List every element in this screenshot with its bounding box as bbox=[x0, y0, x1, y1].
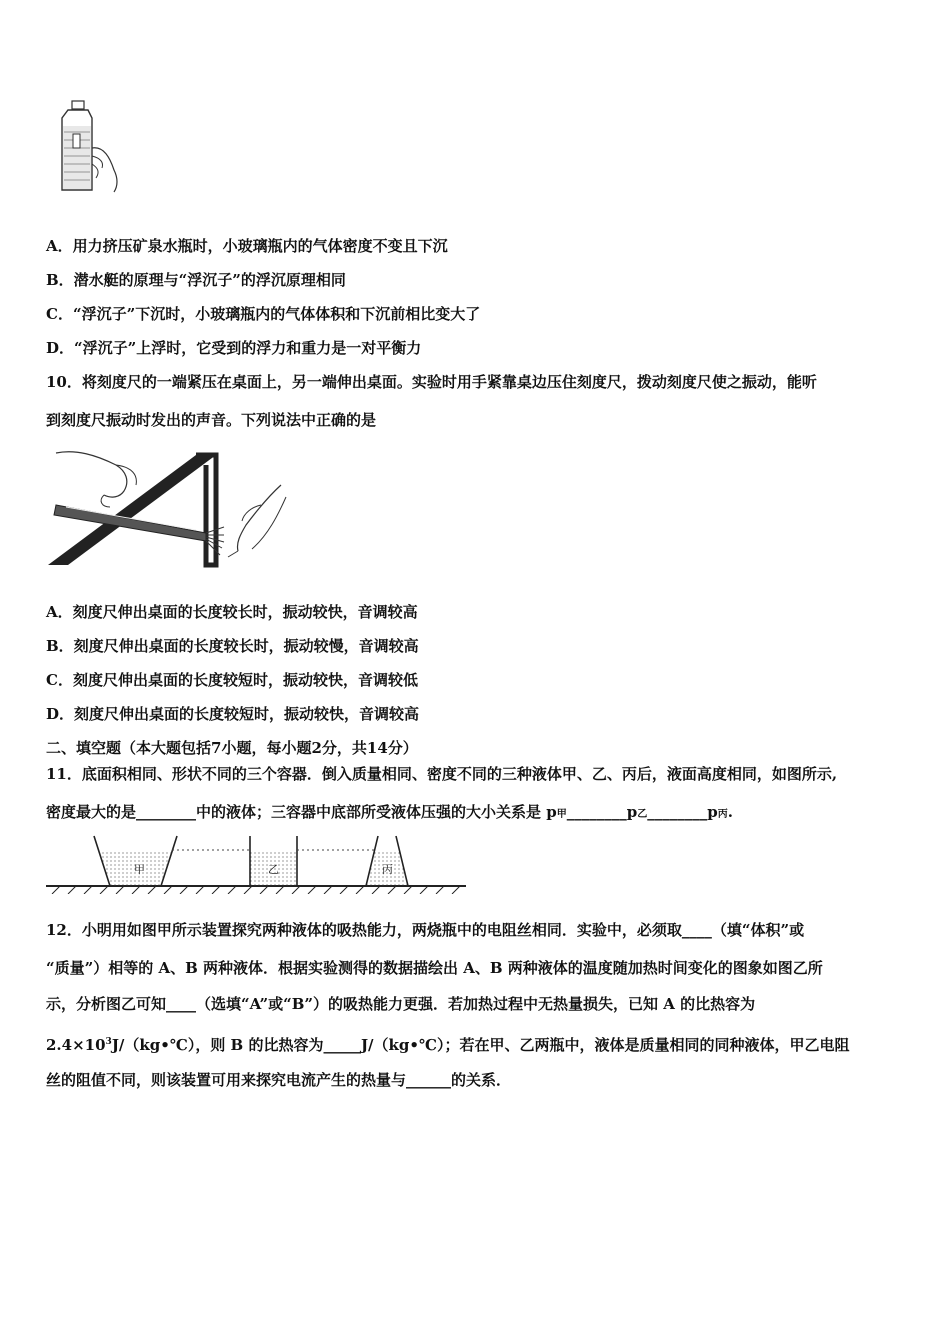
q9-option-c: C．“浮沉子”下沉时，小玻璃瓶内的气体体积和下沉前相比变大了 bbox=[46, 305, 481, 323]
q10-option-a: A．刻度尺伸出桌面的长度较长时，振动较快，音调较高 bbox=[46, 603, 418, 621]
q9-option-b: B．潜水艇的原理与“浮沉子”的浮沉原理相同 bbox=[46, 271, 346, 289]
q12-line1: 12．小明用如图甲所示装置探究两种液体的吸热能力，两烧瓶中的电阻丝相同．实验中，必须取____（填“体积”或 bbox=[46, 921, 805, 939]
q9-option-a: A．用力挤压矿泉水瓶时，小玻璃瓶内的气体密度不变且下沉 bbox=[46, 237, 448, 255]
q10-option-d: D．刻度尺伸出桌面的长度较短时，振动较快，音调较高 bbox=[46, 705, 420, 723]
q10-stem-line2: 到刻度尺振动时发出的声音。下列说法中正确的是 bbox=[46, 411, 377, 429]
q9-option-d: D．“浮沉子”上浮时，它受到的浮力和重力是一对平衡力 bbox=[46, 339, 422, 357]
q12-line3: 示，分析图乙可知____（选填“A”或“B”）的吸热能力更强．若加热过程中无热量损失，已知 A 的比热容为 bbox=[46, 995, 756, 1013]
ruler-desk-figure bbox=[46, 445, 296, 575]
container-label-jia: 甲 bbox=[134, 863, 145, 876]
q10-stem-line1: 10．将刻度尺的一端紧压在桌面上，另一端伸出桌面。实验时用手紧靠桌边压住刻度尺，拨动刻度尺使之振动，能听 bbox=[46, 373, 817, 391]
q11-stem-line1: 11．底面积相同、形状不同的三个容器．倒入质量相同、密度不同的三种液体甲、乙、丙后，液面高度相同，如图所示, bbox=[46, 765, 838, 783]
container-label-yi: 乙 bbox=[268, 863, 279, 876]
q10-option-c: C．刻度尺伸出桌面的长度较短时，振动较快，音调较低 bbox=[46, 671, 418, 689]
q12-line4: $2.4\times 10^3J/(kg•℃)$，则 B 的比热容为_____J/（kg•℃）；若在甲、乙两瓶中，液体是质量相同的同种液体，甲乙电阻 bbox=[46, 1036, 850, 1054]
containers-figure bbox=[46, 832, 470, 894]
section-title: 二、填空题（本大题包括7小题，每小题2分，共14分） bbox=[46, 739, 418, 757]
q11-stem-line2: 密度最大的是________中的液体；三容器中底部所受液体压强的大小关系是 p甲________p乙________p丙. bbox=[46, 803, 733, 821]
q12-line5: 丝的阻值不同，则该装置可用来探究电流产生的热量与______的关系． bbox=[46, 1071, 512, 1089]
q12-line2: “质量”）相等的 A、B 两种液体．根据实验测得的数据描绘出 A、B 两种液体的温度随加热时间变化的图象如图乙所 bbox=[46, 959, 823, 977]
bottle-figure bbox=[52, 98, 124, 198]
container-label-bing: 丙 bbox=[382, 863, 393, 876]
q10-option-b: B．刻度尺伸出桌面的长度较长时，振动较慢，音调较高 bbox=[46, 637, 419, 655]
